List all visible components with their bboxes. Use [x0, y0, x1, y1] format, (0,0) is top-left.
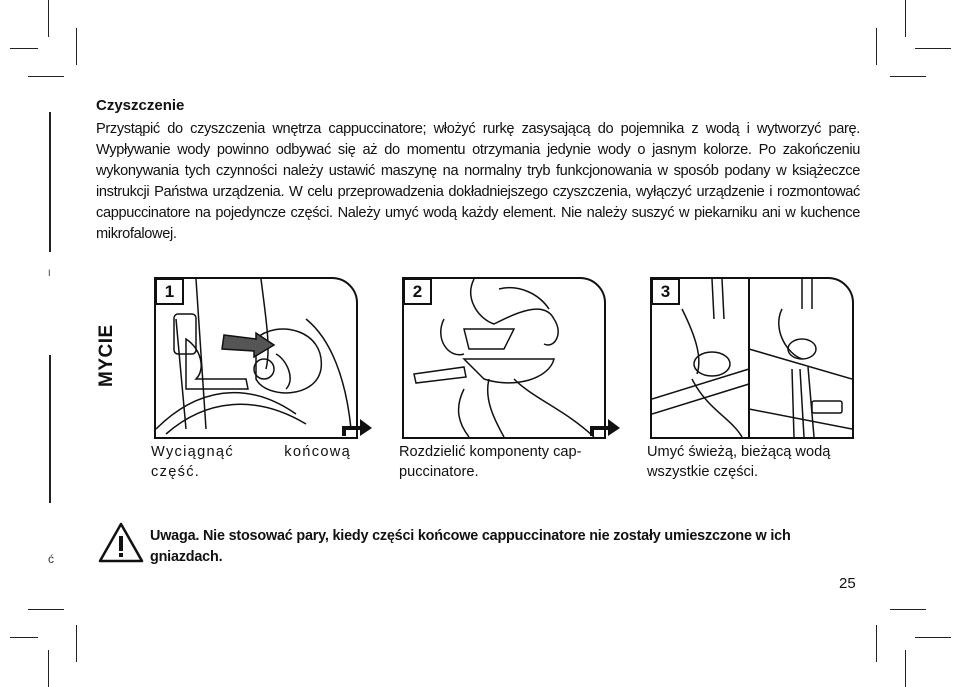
step-2-caption: Rozdzielić komponenty cap-puccinatore. [399, 444, 582, 480]
crop-mark [48, 0, 49, 37]
crop-mark [76, 28, 77, 65]
crop-mark [915, 48, 951, 49]
crop-mark [915, 637, 951, 638]
crop-mark [10, 637, 38, 638]
section-heading: Czyszczenie [96, 97, 185, 114]
crop-mark [890, 76, 926, 77]
crop-mark [48, 650, 49, 687]
step-3-illustration [650, 277, 854, 439]
crop-mark [905, 0, 906, 37]
crop-mark [10, 48, 38, 49]
next-arrow-icon [588, 416, 622, 438]
next-arrow-icon [340, 416, 374, 438]
side-label: MYCIE [96, 324, 117, 387]
crop-mark [28, 76, 64, 77]
step-1-caption: Wyciągnąć końcową część. [151, 444, 351, 480]
step-2-illustration [402, 277, 606, 439]
crop-mark [876, 28, 877, 65]
section-body: Przystąpić do czyszczenia wnętrza cappuccinatore; włożyć rurkę zasysającą do pojemnika z wodą i wytworzyć parę. Wypływanie wody powinno odbywać się aż do momentu otrzymania jedynie wody o jasnym kolorze. Po zakończeniu wykonywania tych czynności należy ustawić maszynę na normalny tryb funkcjonowania w sposób podany w książeczce instrukcji Państwa urządzenia. W celu przeprowadzenia dokładniejszego czyszczenia, wyłączyć urządzenie i rozmontować cappuccinatore na pojedyncze części. Należy umyć wodą każdy element. Nie należy suszyć w piekarniku ani w kuchence mikrofalowej. [96, 121, 860, 242]
step-number: 1 [155, 278, 184, 305]
crop-mark [876, 625, 877, 662]
step-number: 2 [403, 278, 432, 305]
crop-mark [905, 650, 906, 687]
step-number: 3 [651, 278, 680, 305]
margin-mark: I [48, 268, 51, 278]
page-number: 25 [839, 575, 856, 592]
margin-mark: ć [48, 552, 54, 566]
crop-mark [28, 609, 64, 610]
warning-triangle-icon [98, 521, 144, 563]
crop-mark [890, 609, 926, 610]
warning-text: Uwaga. Nie stosować pary, kiedy części końcowe cappuccinatore nie zostały umieszczone w ich gniazdach. [150, 528, 791, 565]
step-1-illustration [154, 277, 358, 439]
margin-line [49, 112, 51, 252]
step-3-caption: Umyć świeżą, bieżącą wodą wszystkie części. [647, 444, 831, 480]
margin-line [49, 355, 51, 503]
crop-mark [76, 625, 77, 662]
